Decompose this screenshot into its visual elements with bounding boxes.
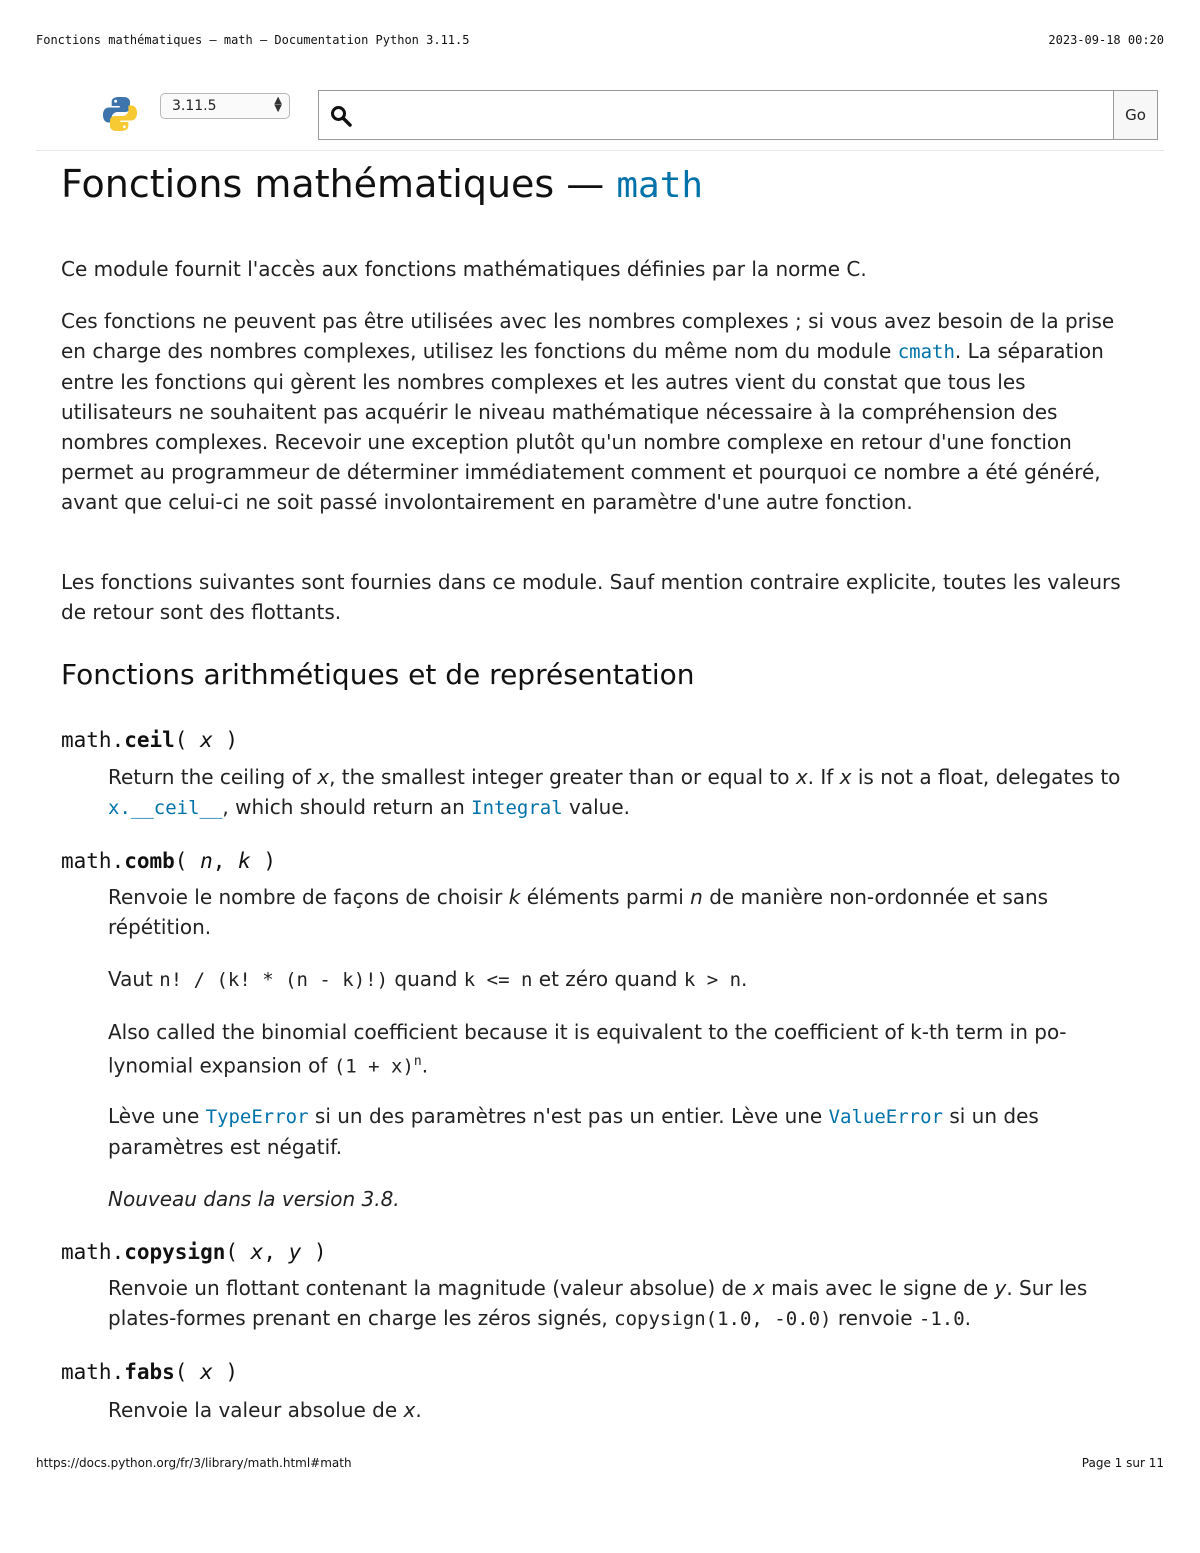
desc-text: et zéro quand (532, 967, 684, 991)
version-select-value: 3.11.5 (172, 98, 217, 114)
function-signature-comb: math.comb( n, k ) (61, 849, 276, 873)
sig-prefix: math. (61, 1240, 125, 1264)
function-description-comb-4 (108, 1101, 1140, 1162)
desc-text: Renvoie un flottant contenant la magnitude (valeur absolue) de (108, 1276, 753, 1300)
function-signature-copysign: math.copysign( x, y ) (61, 1240, 327, 1264)
intro-paragraph-2 (61, 306, 1139, 517)
header-divider (36, 150, 1164, 151)
desc-text: . (964, 1306, 972, 1330)
typeerror-link[interactable]: TypeError (205, 1106, 309, 1128)
version-select[interactable] (160, 93, 290, 119)
sig-param: x (200, 1360, 213, 1384)
desc-text: si un des paramètres est négatif. (108, 1104, 1039, 1159)
sig-param: x (200, 728, 213, 752)
page-title-module[interactable]: math (616, 165, 704, 206)
intro2-text-a: Ces fonctions ne peuvent pas être utilisées avec les nombres complexes ; si vous avez besoin de la prise en charge des nombres complexes, utilisez les fonctions du même nom du module (61, 309, 1115, 363)
ceil-dunder-link[interactable]: x.__ceil__ (108, 797, 223, 819)
desc-text: éléments parmi (520, 885, 691, 909)
sig-name: ceil (124, 728, 175, 752)
desc-text: Renvoie la valeur absolue de (108, 1398, 404, 1422)
desc-text: , which should return an (222, 795, 472, 819)
section-heading: Fonctions arithmétiques et de représentation (61, 658, 695, 691)
print-footer-page: Page 1 sur 11 (1081, 1456, 1164, 1470)
top-navigation-bar (36, 88, 1164, 144)
desc-text: si un des paramètres n'est pas un entier. Lève une (308, 1104, 829, 1128)
go-button[interactable]: Go (1114, 90, 1158, 140)
function-signature-fabs: math.fabs( x ) (61, 1360, 239, 1384)
integral-link[interactable]: Integral (471, 797, 563, 819)
intro2-text-b: . La séparation entre les fonctions qui gèrent les nombres complexes et les autres vient du constat que tous les utilisateurs ne souhaitent pas acquérir le niveau mathématique nécessaire à la compréhension des nombres complexes. Recevoir une exception plutôt qu'un nombre complexe en retour d'une fonction permet au programmeur de déterminer immédiatement comment et pourquoi ce nombre a été généré, avant que celui-ci ne soit passé involontairement en paramètre d'une autre fonction. (61, 339, 1104, 514)
inline-code: k <= n (463, 969, 533, 991)
sig-param: y (288, 1240, 302, 1264)
desc-text: Return the ceiling of (108, 765, 318, 789)
desc-text: . (415, 1398, 422, 1422)
param-ref: y (994, 1276, 1007, 1300)
sig-name: fabs (124, 1360, 175, 1384)
inline-code: copysign(1.0, -0.0) (614, 1308, 832, 1330)
sig-param: x (250, 1240, 264, 1264)
page-title (61, 162, 703, 206)
valueerror-link[interactable]: ValueError (828, 1106, 943, 1128)
intro-paragraph-3: Les fonctions suivantes sont fournies dans ce module. Sauf mention contraire explicite, toutes les valeurs de retour sont des flottants. (61, 570, 1121, 624)
desc-text: Also called the binomial coefficient because it is equivalent to the coefficient of k-th term in polynomial expansion of (108, 1020, 1067, 1078)
function-signature-ceil: math.ceil( x ) (61, 728, 239, 752)
sig-prefix: math. (61, 1360, 125, 1384)
print-header (36, 33, 1164, 51)
desc-text: . If (807, 765, 840, 789)
desc-text: . (421, 1053, 429, 1078)
desc-text: quand (388, 967, 464, 991)
desc-text: mais avec le signe de (764, 1276, 995, 1300)
sig-name: comb (124, 849, 175, 873)
page-title-text: Fonctions mathématiques — (61, 162, 617, 206)
version-added-note: Nouveau dans la version 3.8. (108, 1187, 400, 1211)
desc-text: . Sur les plates-formes prenant en charge les zéros signés, (108, 1276, 1088, 1330)
inline-code: k > n (683, 969, 742, 991)
search-input[interactable] (361, 101, 1105, 131)
desc-text: de manière non-ordonnée et sans répétition. (108, 885, 1049, 939)
sig-param: k (238, 849, 251, 873)
desc-text: value. (562, 795, 630, 819)
function-description-copysign (108, 1273, 1140, 1334)
magnifier-icon (329, 104, 353, 128)
param-ref: n (690, 885, 703, 909)
param-ref: x (839, 765, 852, 789)
sig-param: n (200, 849, 213, 873)
desc-text: is not a float, delegates to (851, 765, 1121, 789)
inline-code: n! / (k! * (n - k)!) (159, 969, 389, 991)
inline-code: -1.0 (918, 1308, 965, 1330)
sig-name: copysign (124, 1240, 226, 1264)
desc-text: , the smallest integer greater than or equal to (329, 765, 796, 789)
print-footer-url: https://docs.python.org/fr/3/library/math.html#math (36, 1456, 352, 1470)
print-header-title: Fonctions mathématiques — math — Documentation Python 3.11.5 (36, 33, 470, 47)
param-ref: x (403, 1398, 416, 1422)
function-description-ceil (108, 762, 1140, 823)
desc-text: . (741, 967, 748, 991)
desc-text: Lève une (108, 1104, 206, 1128)
cmath-link[interactable]: cmath (897, 341, 955, 363)
function-description-comb-3 (108, 1017, 1140, 1082)
function-description-comb-1 (108, 882, 1140, 942)
python-logo-icon[interactable] (100, 94, 140, 134)
function-description-fabs (108, 1395, 1140, 1425)
desc-text: Vaut (108, 967, 160, 991)
param-ref: x (795, 765, 808, 789)
select-arrows-icon: ▲ ▼ (274, 95, 282, 114)
param-ref: k (508, 885, 521, 909)
desc-text: renvoie (831, 1306, 919, 1330)
inline-code: (1 + x) (333, 1055, 414, 1078)
function-description-comb-2 (108, 964, 1140, 995)
superscript: n (413, 1054, 422, 1069)
param-ref: x (752, 1276, 765, 1300)
print-footer (36, 1456, 1164, 1474)
search-box (318, 90, 1114, 140)
print-header-date: 2023-09-18 00:20 (1048, 33, 1164, 47)
sig-prefix: math. (61, 728, 125, 752)
sig-prefix: math. (61, 849, 125, 873)
desc-text: Renvoie le nombre de façons de choisir (108, 885, 509, 909)
intro-paragraph-1: Ce module fournit l'accès aux fonctions mathématiques définies par la norme C. (61, 257, 867, 281)
param-ref: x (317, 765, 330, 789)
